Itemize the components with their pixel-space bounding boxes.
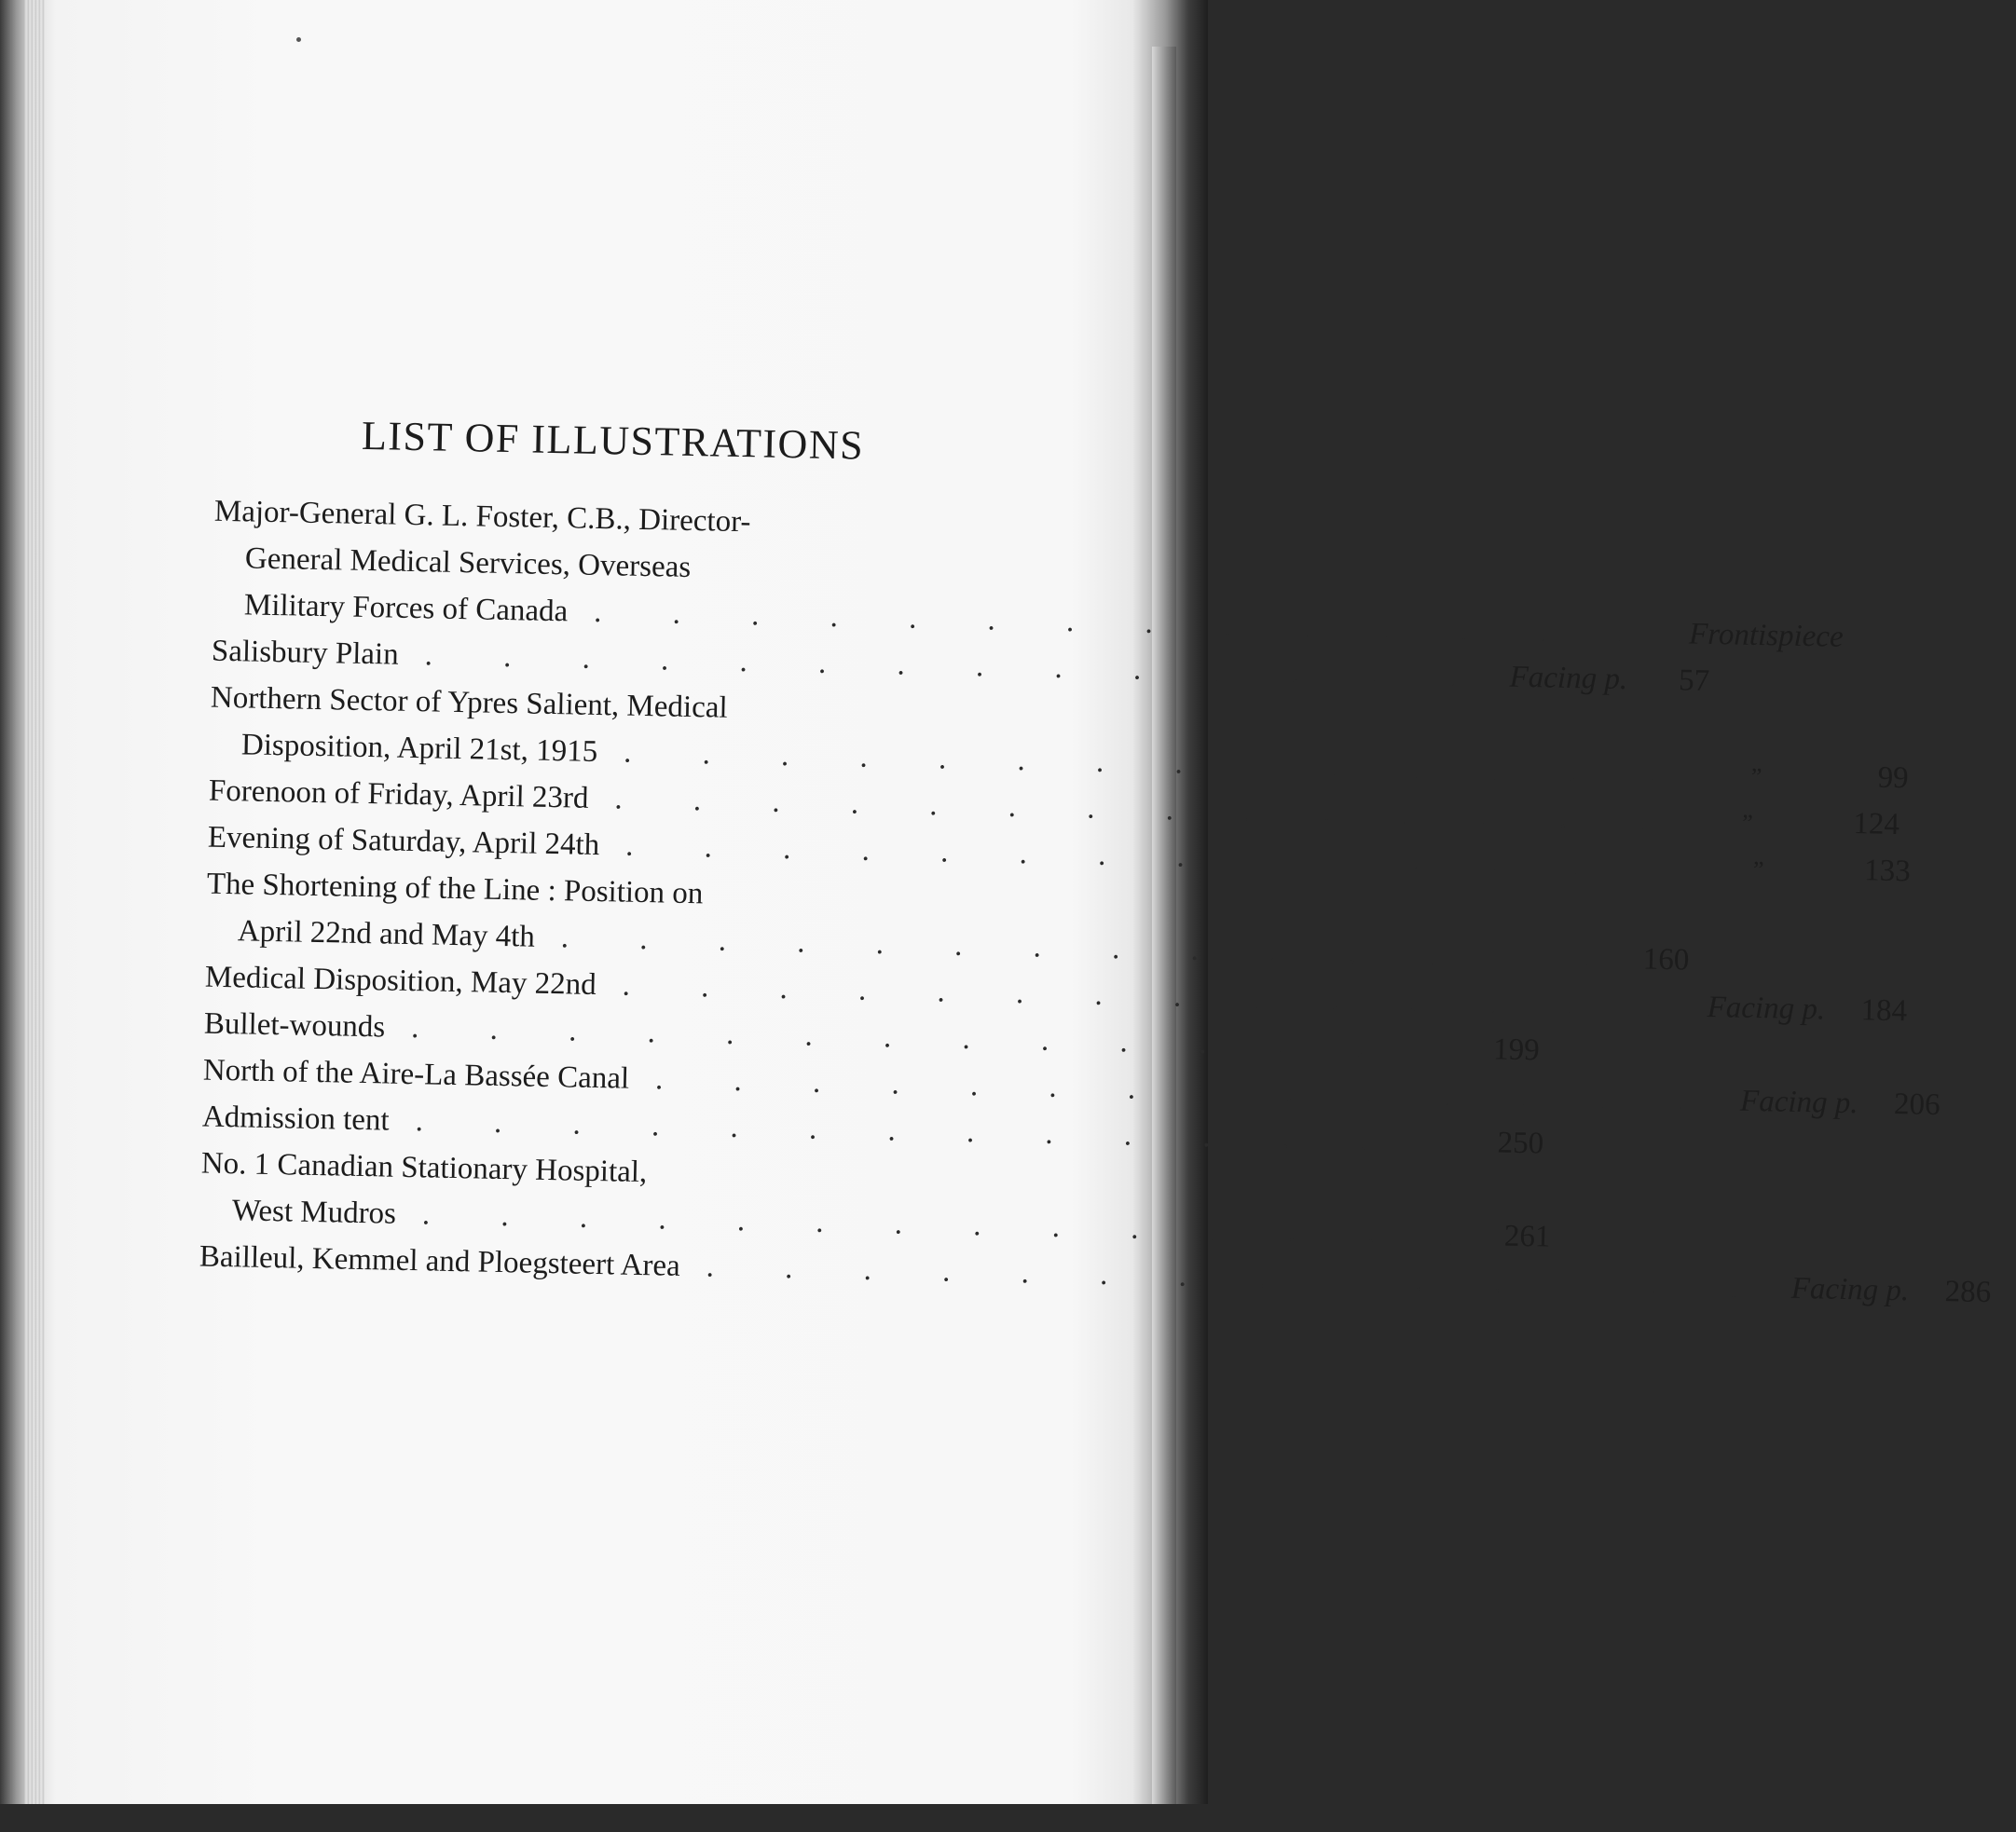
list-entry <box>205 861 1690 978</box>
entry-text: Medical Disposition, May 22nd <box>204 960 597 1003</box>
entry-text: The Shortening of the Line : Position on <box>206 867 704 911</box>
facing-label: Facing p. <box>1790 1271 1910 1308</box>
leader-dots: . . . . . . . . . . . . . . <box>654 1062 1719 1118</box>
leader-dots: . . . . . . . . . . . . . . <box>424 638 1488 694</box>
leader-dots: . . . . . . . . . . . . . . <box>623 735 1688 791</box>
entry-text: Bailleul, Kemmel and Ploegsteert Area <box>199 1239 681 1283</box>
page-number: 286 <box>1944 1275 1992 1310</box>
entry-text: No. 1 Canadian Stationary Hospital, <box>200 1146 648 1190</box>
facing-label: Frontispiece <box>1688 617 1845 654</box>
page-number: 261 <box>1503 1219 1551 1254</box>
entry-text: Salisbury Plain <box>211 634 400 672</box>
leader-dots: . . . . . . . . . . . . . . <box>415 1104 1479 1160</box>
entry-text: North of the Aire-La Bassée Canal <box>202 1053 630 1096</box>
page-number: 206 <box>1893 1087 1941 1122</box>
page-number: 250 <box>1497 1126 1544 1161</box>
leader-dots: . . . . . . . . . . . . . . <box>622 968 1686 1024</box>
ditto-mark: ” <box>1741 809 1753 837</box>
ditto-mark: ” <box>1750 762 1762 791</box>
entry-text: West Mudros <box>231 1194 397 1231</box>
facing-label: Facing p. <box>1739 1084 1858 1121</box>
entry-text: Disposition, April 21st, 1915 <box>240 728 598 769</box>
facing-label: Facing p. <box>1707 990 1826 1027</box>
entry-text: Military Forces of Canada <box>243 588 569 629</box>
leader-dots: . . . . . . . . . . . . . . <box>421 1197 1486 1253</box>
page-number: 184 <box>1860 993 1908 1029</box>
page-number: 57 <box>1678 663 1710 698</box>
leader-dots: . . . . . . . . . . . . . . <box>593 595 1658 650</box>
illustration-list <box>199 488 1992 1310</box>
leader-dots: . . . . . . . . . . . . . . <box>560 921 1625 977</box>
entry-text: General Medical Services, Overseas <box>244 541 692 584</box>
leader-dots: . . . . . . . . . . . . . . <box>614 782 1679 838</box>
page-number: 133 <box>1863 854 1912 889</box>
entry-text: Bullet-wounds <box>203 1006 386 1045</box>
leader-dots: . . . . . . . . . . . . . . <box>624 828 1690 884</box>
entry-text: Forenoon of Friday, April 23rd <box>208 773 589 815</box>
entry-text: Major-General G. L. Foster, C.B., Director- <box>213 494 751 540</box>
entry-text: Admission tent <box>201 1100 391 1138</box>
entry-text: April 22nd and May 4th <box>237 914 536 954</box>
page-number: 199 <box>1492 1032 1541 1068</box>
page-number: 160 <box>1642 942 1690 978</box>
page-number: 99 <box>1877 760 1909 796</box>
page-title: LIST OF ILLUSTRATIONS <box>361 412 865 469</box>
entry-text: Evening of Saturday, April 24th <box>207 820 600 863</box>
leader-dots: . . . . . . . . . . . . . . <box>410 1011 1475 1066</box>
facing-label: Facing p. <box>1509 660 1628 697</box>
ditto-mark: ” <box>1752 855 1764 884</box>
leader-dots: . . . . . . . . . . . . . . <box>706 1250 1770 1306</box>
page-number: 124 <box>1853 807 1900 842</box>
entry-text: Northern Sector of Ypres Salient, Medical <box>210 680 728 725</box>
